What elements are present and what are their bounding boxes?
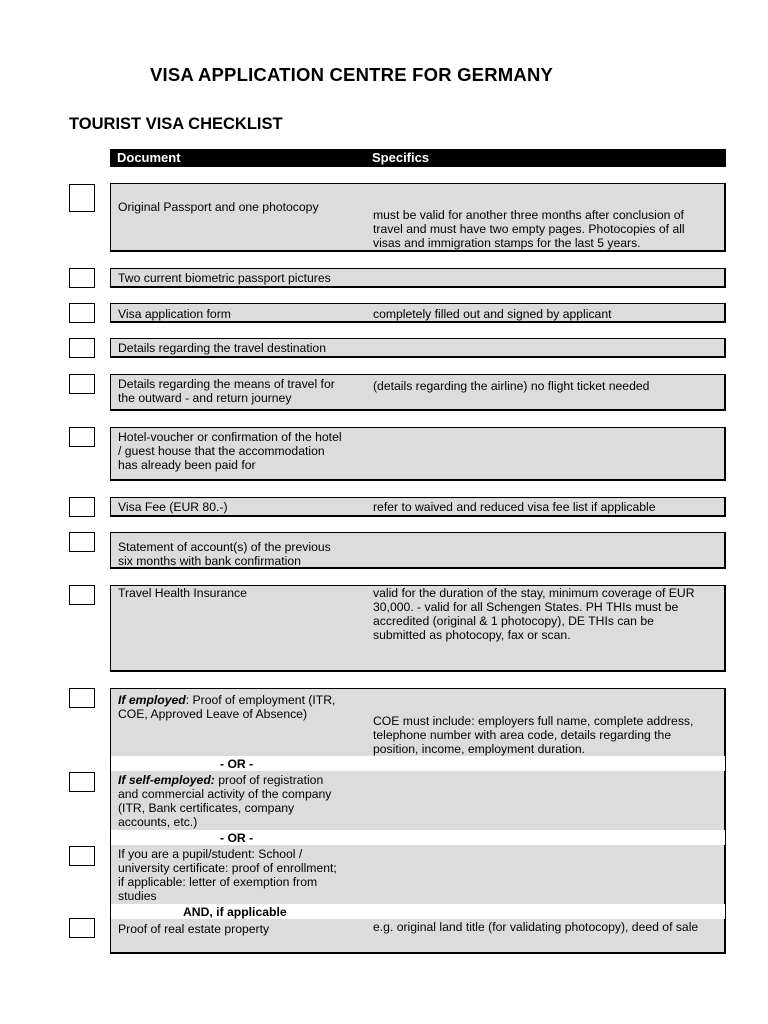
self-employed-proof [118, 773, 362, 829]
specifics-text: completely filled out and signed by applicant [373, 307, 612, 321]
checklist-row-travel-destination [110, 338, 726, 358]
document-label: Details regarding the means of travel for the outward - and return journey [118, 377, 335, 405]
checkbox-self-employed[interactable] [69, 772, 95, 792]
checklist-title: TOURIST VISA CHECKLIST [69, 115, 283, 133]
specifics-text: (details regarding the airline) no flight ticket needed [373, 379, 650, 393]
checkbox-statement-of-accounts[interactable] [69, 532, 95, 552]
checklist-row-passport [110, 183, 726, 252]
document-label: Hotel-voucher or confirmation of the hotel / guest house that the accommodation has already been paid for [118, 430, 342, 472]
checkbox-student[interactable] [69, 846, 95, 866]
document-label: Original Passport and one photocopy [118, 200, 319, 214]
and-if-applicable: AND, if applicable [183, 905, 287, 919]
checkbox-travel-destination[interactable] [69, 338, 95, 358]
specifics-text: valid for the duration of the stay, minimum coverage of EUR 30,000. - valid for all Schengen States. PH THIs must be accredited (original & 1 photocopy), DE THIs can be submitted as photocopy, fax or scan. [373, 586, 695, 642]
page-title: VISA APPLICATION CENTRE FOR GERMANY [150, 64, 554, 85]
employed-proof [118, 693, 362, 721]
employed-label: If employed [118, 693, 186, 707]
or-separator: - OR - [220, 831, 254, 845]
document-label: Statement of account(s) of the previous six months with bank confirmation [118, 540, 331, 568]
document-label: Visa application form [118, 307, 231, 321]
column-header-document: Document [117, 150, 181, 165]
real-estate-proof: Proof of real estate property [118, 922, 270, 936]
specifics-text: must be valid for another three months after conclusion of travel and must have two empty pages. Photocopies of all visas and immigration stamps for the last 5 years. [373, 208, 685, 250]
document-label: Details regarding the travel destination [118, 341, 326, 355]
document-label: Visa Fee (EUR 80.-) [118, 500, 228, 514]
separator-band [111, 830, 725, 845]
checkbox-pictures[interactable] [69, 268, 95, 288]
checkbox-application-form[interactable] [69, 303, 95, 323]
checklist-row-statement-of-accounts [110, 532, 726, 569]
employed-text: : Proof of employment (ITR, COE, Approved Leave of Absence) [118, 693, 336, 721]
or-separator: - OR - [220, 757, 254, 771]
checklist-row-application-form [110, 303, 726, 323]
checkbox-visa-fee[interactable] [69, 497, 95, 517]
student-proof: If you are a pupil/student: School / university certificate: proof of enrollment; if applicable: letter of exemption from studies [118, 847, 337, 903]
employed-specifics: COE must include: employers full name, complete address, telephone number with area code, details regarding the position, income, employment duration. [373, 714, 694, 756]
checklist-row-employment [110, 688, 726, 954]
self-employed-text: proof of registration and commercial activity of the company (ITR, Bank certificates, company accounts, etc.) [118, 773, 332, 829]
column-header-specifics: Specifics [372, 150, 430, 165]
table-header [110, 149, 726, 167]
checkbox-passport[interactable] [69, 184, 95, 212]
document-label: Travel Health Insurance [118, 586, 247, 600]
checklist-row-health-insurance [110, 585, 726, 672]
checklist-row-pictures [110, 268, 726, 288]
separator-band [111, 756, 725, 771]
checkbox-means-of-travel[interactable] [69, 374, 95, 394]
checklist-row-means-of-travel [110, 374, 726, 411]
checklist-row-visa-fee [110, 497, 726, 517]
document-label: Two current biometric passport pictures [118, 271, 331, 285]
self-employed-label: If self-employed: [118, 773, 215, 787]
checkbox-employed[interactable] [69, 688, 95, 708]
specifics-text: refer to waived and reduced visa fee list if applicable [373, 500, 656, 514]
real-estate-specifics: e.g. original land title (for validating photocopy), deed of sale [373, 920, 699, 934]
checkbox-health-insurance[interactable] [69, 585, 95, 605]
checklist-row-hotel-voucher [110, 427, 726, 481]
checkbox-real-estate[interactable] [69, 918, 95, 938]
checkbox-hotel-voucher[interactable] [69, 427, 95, 447]
